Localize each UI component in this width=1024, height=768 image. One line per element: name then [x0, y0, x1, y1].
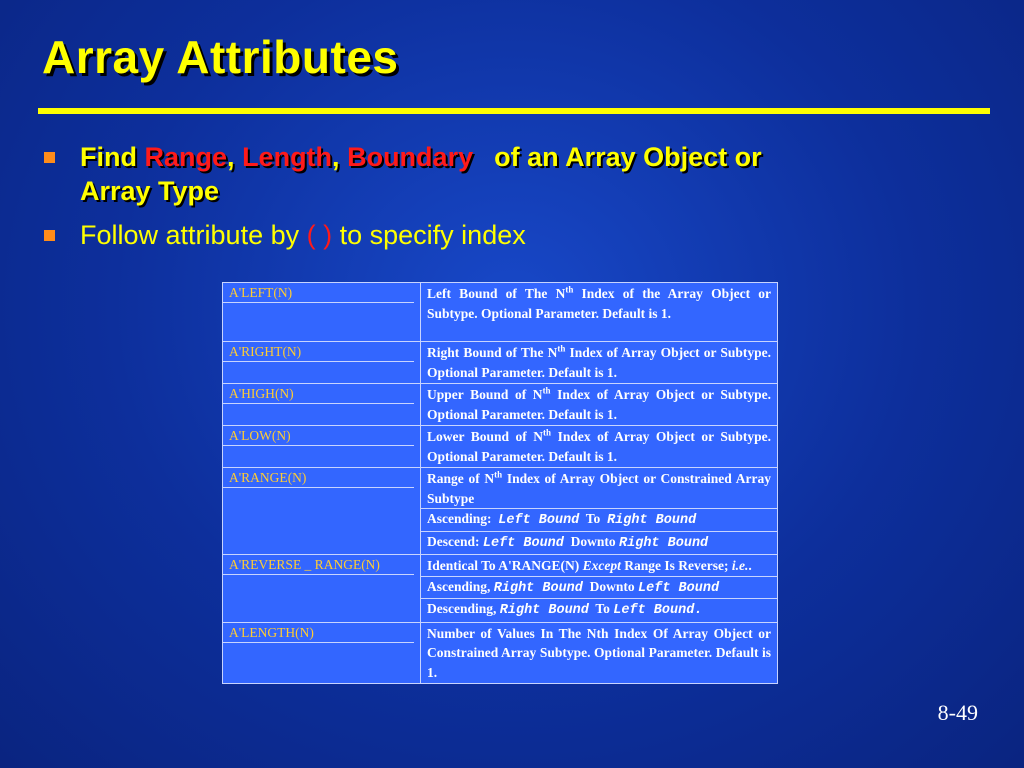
descending-line: Descending, Right Bound To Left Bound. [421, 598, 777, 621]
attr-name: A'RANGE(N) [223, 468, 414, 488]
descending-line: Descend: Left Bound Downto Right Bound [421, 531, 777, 554]
bullet-text-rest-2: Array Type [80, 176, 220, 206]
slide-title: Array Attributes [42, 31, 399, 83]
keyword-length: Length [242, 142, 333, 172]
attr-name: A'LENGTH(N) [223, 623, 414, 643]
bullet-list [42, 140, 942, 262]
table-row [223, 622, 778, 684]
comma: , [227, 142, 235, 172]
ascending-line: Ascending: Left Bound To Right Bound [421, 508, 777, 531]
keyword-boundary: Boundary [347, 142, 474, 172]
table-row [223, 283, 778, 342]
attr-description: Number of Values In The Nth Index Of Array Object or Constrained Array Subtype. Optional Parameter. Default is 1. [421, 622, 778, 684]
attr-name: A'HIGH(N) [223, 384, 414, 404]
attr-name: A'LOW(N) [223, 426, 414, 446]
comma: , [332, 142, 340, 172]
bullet-text-rest: of an Array Object or [494, 142, 762, 172]
table-row [223, 555, 778, 623]
ascending-line: Ascending, Right Bound Downto Left Bound [421, 576, 777, 599]
keyword-range: Range [144, 142, 228, 172]
bullet-item-find [42, 140, 942, 208]
bullet-square-icon [44, 230, 55, 241]
attr-description: Range of $N^{th}$ Index of Array Object or Constrained Array Subtype Ascending: Left Bound To Right Bound Descend: Left Bound Downto Right Bound [421, 468, 778, 555]
bullet-item-follow [42, 218, 942, 252]
table-row [223, 426, 778, 468]
bullet-text-find: Find [80, 142, 137, 172]
attr-name: A'REVERSE _ RANGE(N) [223, 555, 414, 575]
attr-description: Left Bound of The $N^{th}$ Index of the Array Object or Subtype. Optional Parameter. Default is 1. [421, 283, 778, 342]
attr-name: A'RIGHT(N) [223, 342, 414, 362]
bullet-square-icon [44, 152, 55, 163]
bullet-text-post: to specify index [339, 220, 526, 250]
attribute-table [222, 282, 778, 684]
table-row [223, 342, 778, 384]
table-row [223, 468, 778, 555]
attr-description: Right Bound of The $N^{th}$ Index of Array Object or Subtype. Optional Parameter. Default is 1. [421, 342, 778, 384]
attr-name: A'LEFT(N) [223, 283, 414, 303]
title-underline [38, 108, 990, 114]
attr-description: Upper Bound of $N^{th}$ Index of Array Object or Subtype. Optional Parameter. Default is 1. [421, 384, 778, 426]
page-number: 8-49 [937, 700, 978, 725]
bullet-text-pre: Follow attribute by [80, 220, 300, 250]
table-row [223, 384, 778, 426]
attr-description: Identical To A'RANGE(N) Except Range Is Reverse; i.e.. Ascending, Right Bound Downto Left Bound Descending, Right Bound To Left Bound. [421, 555, 778, 623]
attr-description: Lower Bound of $N^{th}$ Index of Array Object or Subtype. Optional Parameter. Default is 1. [421, 426, 778, 468]
keyword-parens: ( ) [306, 220, 333, 250]
